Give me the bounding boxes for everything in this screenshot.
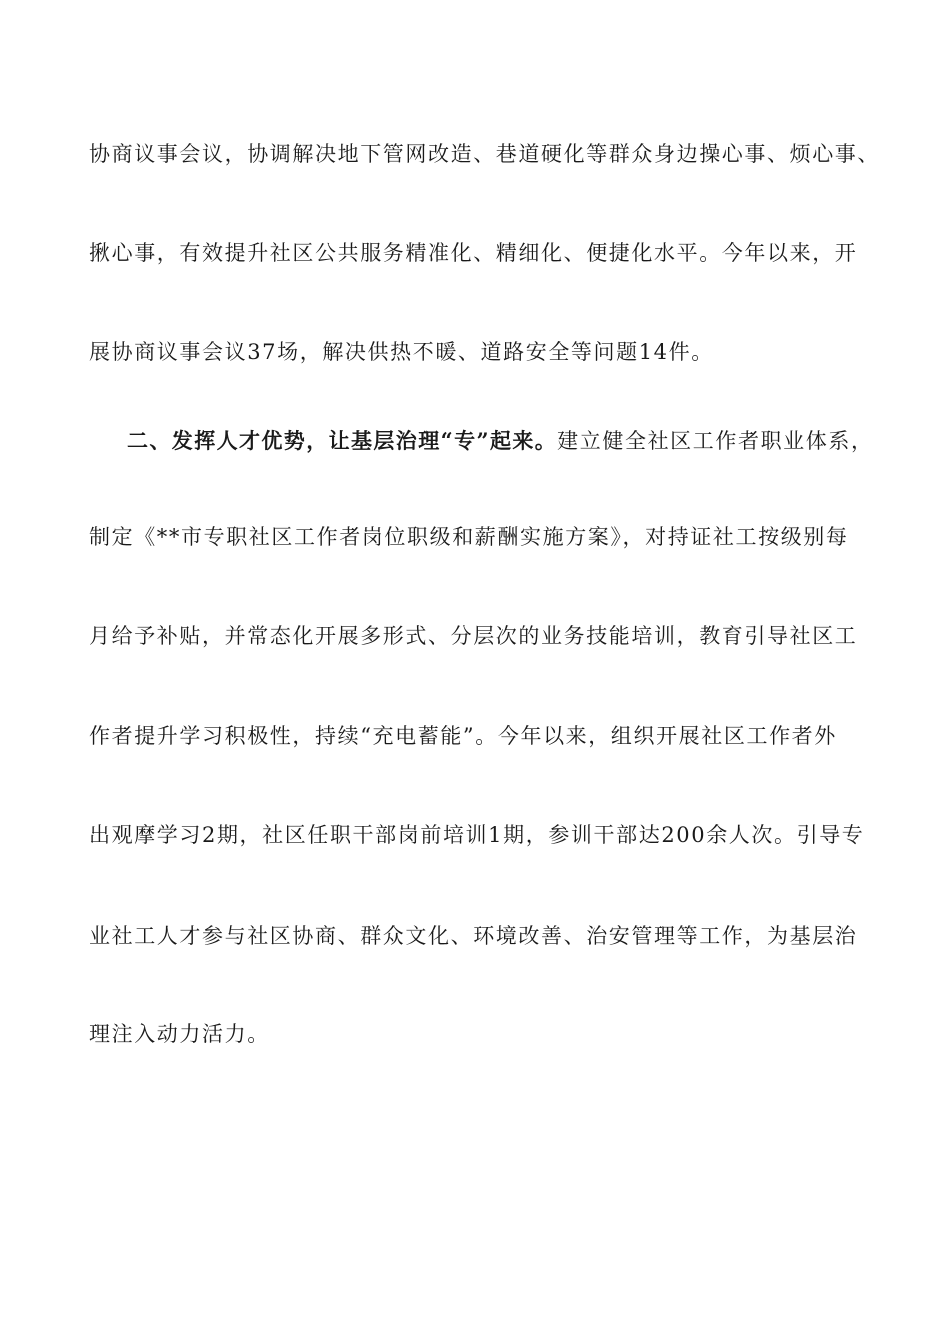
- paragraph-2-line-7: 理注入动力活力。: [89, 1022, 270, 1046]
- paragraph-2-line-1-text: 建立健全社区工作者职业体系，: [557, 429, 874, 453]
- paragraph-1-line-2: 揪心事，有效提升社区公共服务精准化、精细化、便捷化水平。今年以来，开: [89, 241, 858, 265]
- paragraph-2-line-4: 作者提升学习积极性，持续“充电蓄能”。今年以来，组织开展社区工作者外: [89, 724, 837, 748]
- paragraph-2-line-6: 业社工人才参与社区协商、群众文化、环境改善、治安管理等工作，为基层治: [89, 924, 858, 948]
- paragraph-1-line-1: 协商议事会议，协调解决地下管网改造、巷道硬化等群众身边操心事、烦心事、: [89, 142, 880, 166]
- paragraph-2-line-5: 出观摩学习2期，社区任职干部岗前培训1期，参训干部达200余人次。引导专: [89, 823, 865, 847]
- paragraph-2-line-1: [127, 426, 927, 456]
- paragraph-2-line-3: 月给予补贴，并常态化开展多形式、分层次的业务技能培训，教育引导社区工: [89, 624, 858, 648]
- section-heading: 二、发挥人才优势，让基层治理“专”起来。: [127, 428, 558, 453]
- paragraph-2-line-2: 制定《**市专职社区工作者岗位职级和薪酬实施方案》，对持证社工按级别每: [89, 525, 849, 549]
- paragraph-1-line-3: 展协商议事会议37场，解决供热不暖、道路安全等问题14件。: [89, 340, 714, 364]
